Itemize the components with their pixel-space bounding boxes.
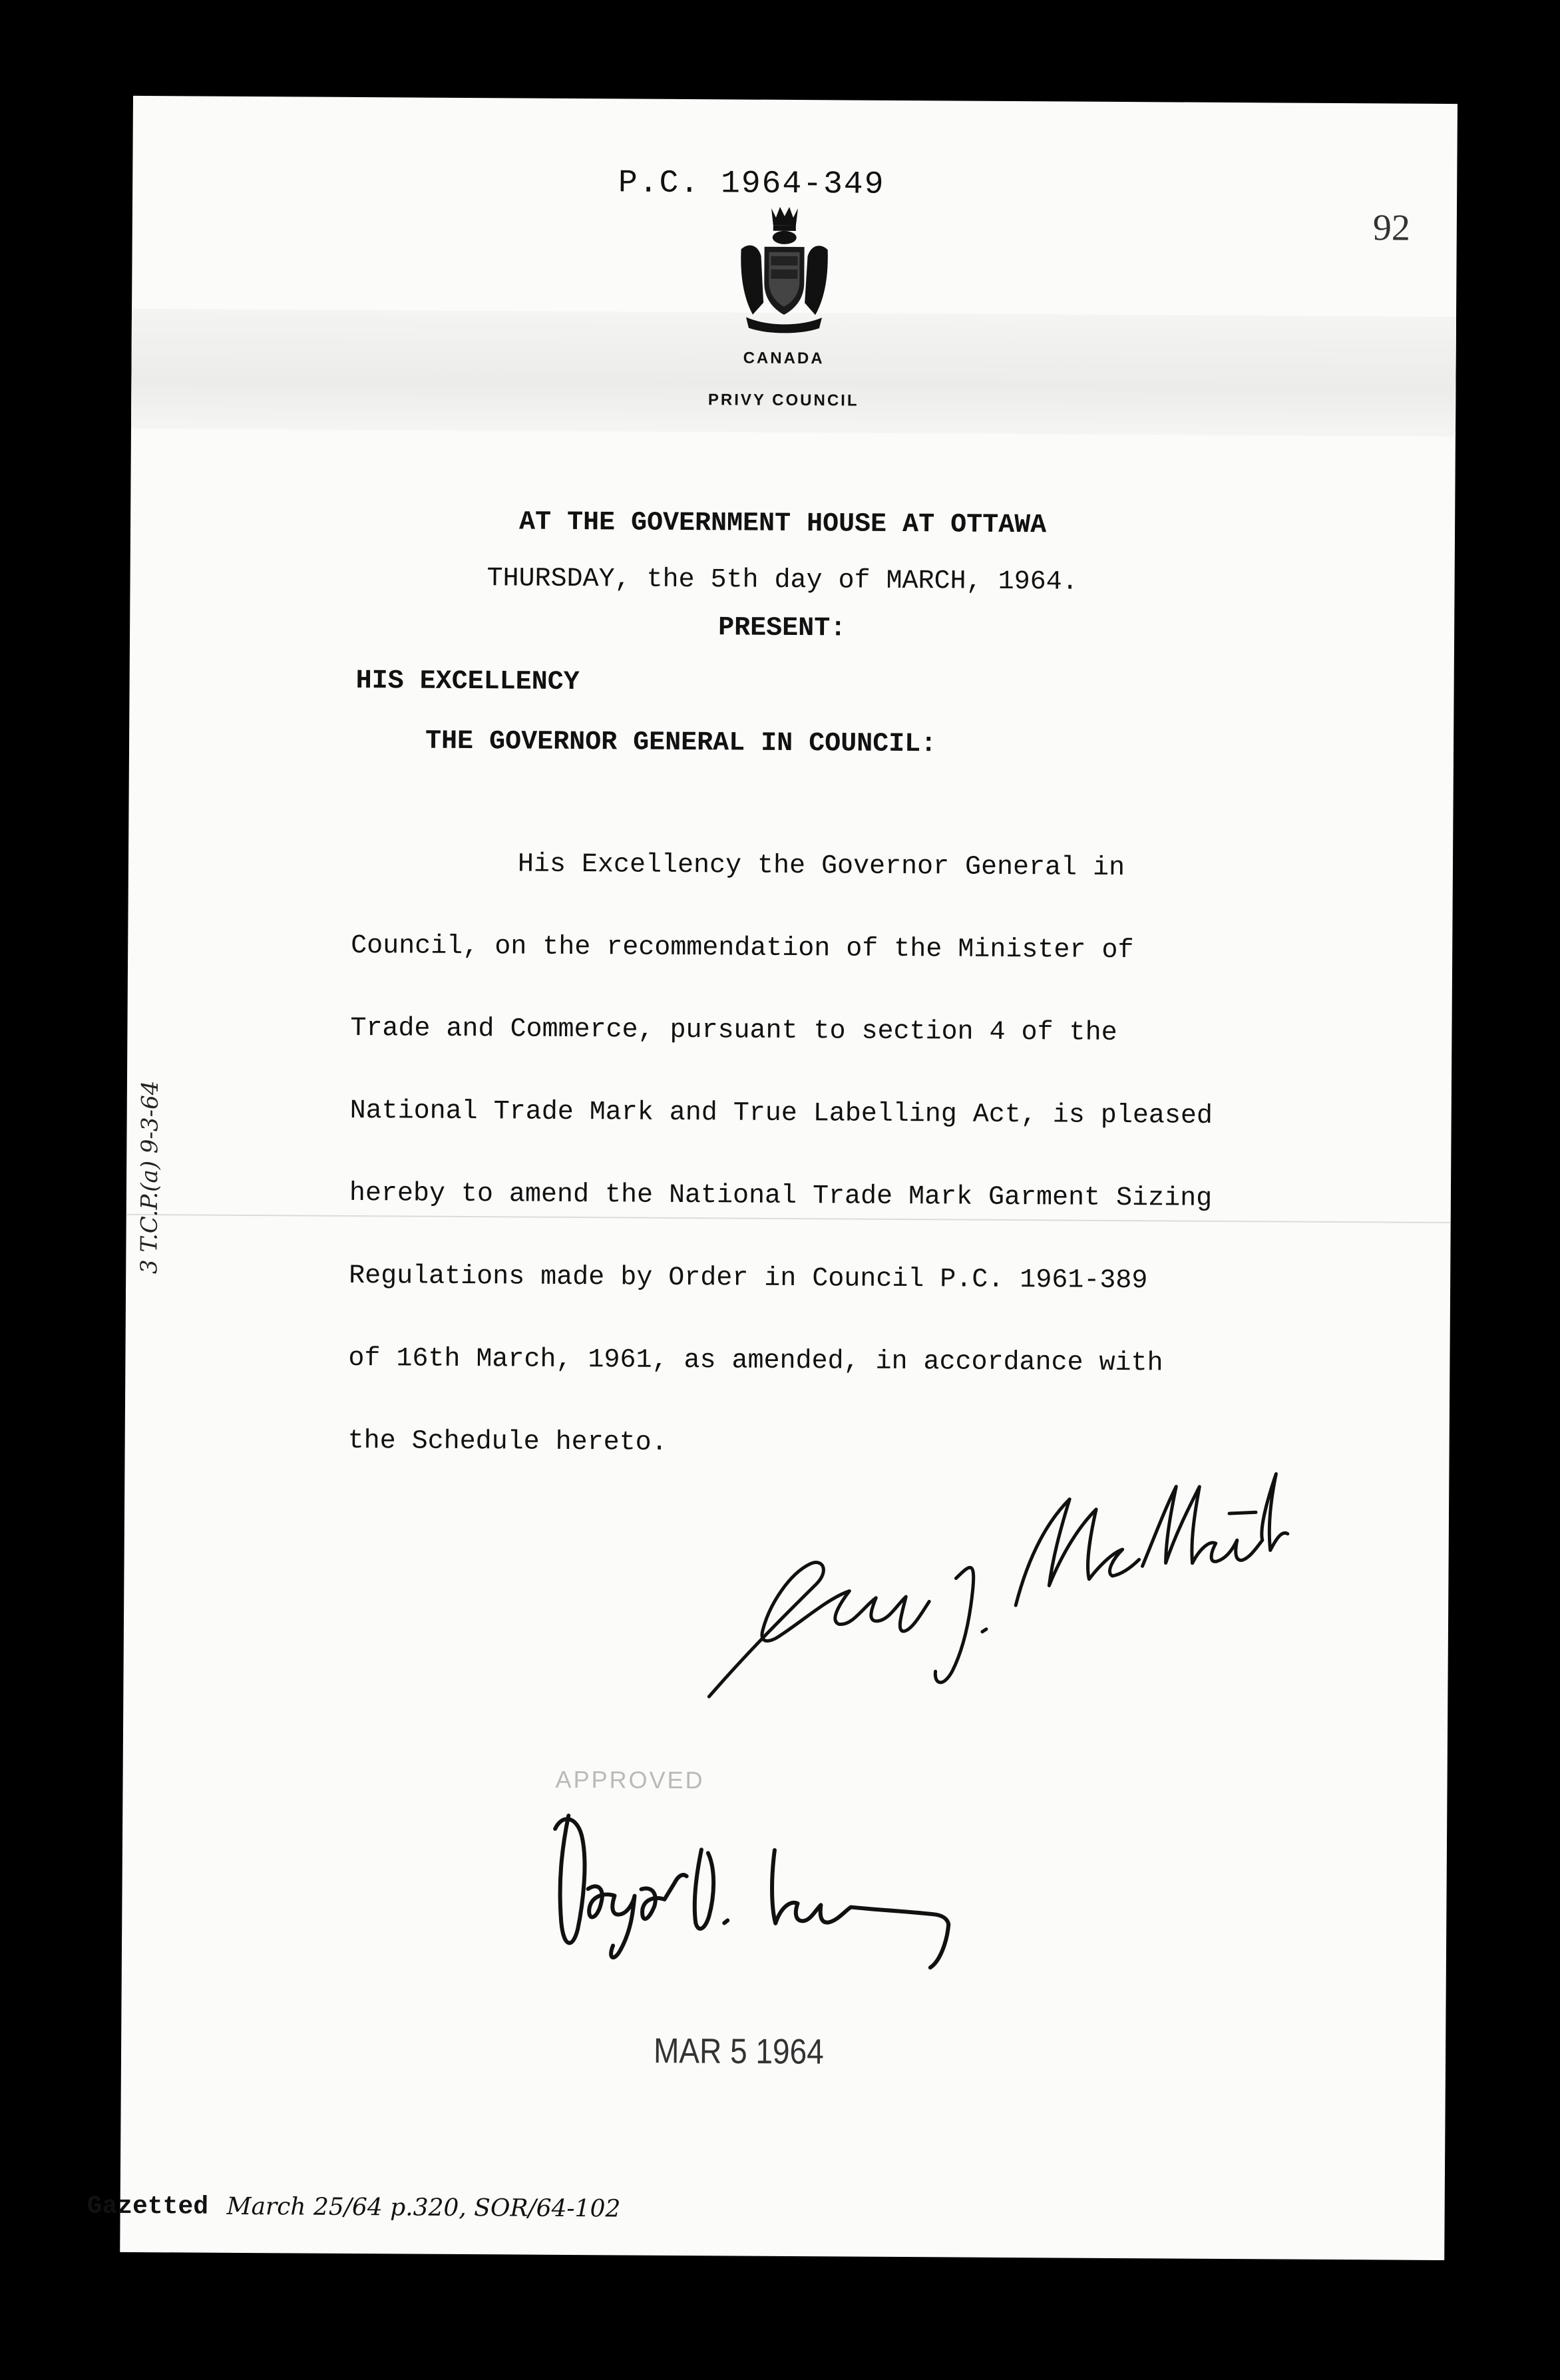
body-line: National Trade Mark and True Labelling Act, is pleased bbox=[349, 1095, 1213, 1131]
margin-note bbox=[130, 961, 172, 1281]
svg-text:3 T.C.P.(a) 9-3-64: 3 T.C.P.(a) 9-3-64 bbox=[136, 1080, 164, 1275]
date-stamp: MAR 5 1964 bbox=[653, 2030, 824, 2072]
body-line: of 16th March, 1961, as amended, in accordance with bbox=[348, 1343, 1163, 1379]
document-page bbox=[87, 96, 1458, 2260]
present-heading: PRESENT: bbox=[717, 613, 847, 644]
country-label: CANADA bbox=[743, 349, 825, 368]
gazetted-label: Gazetted bbox=[87, 2192, 209, 2222]
body-line: His Excellency the Governor General in bbox=[517, 849, 1125, 884]
his-excellency: HIS EXCELLENCY bbox=[355, 666, 580, 698]
governor-general-in-council: THE GOVERNOR GENERAL IN COUNCIL: bbox=[425, 726, 937, 760]
page-number: 92 bbox=[1372, 207, 1411, 249]
order-body bbox=[347, 823, 1336, 1489]
body-line: the Schedule hereto. bbox=[347, 1426, 668, 1458]
body-line: Council, on the recommendation of the Minister of bbox=[351, 930, 1134, 966]
order-number: P.C. 1964-349 bbox=[618, 165, 885, 203]
body-line: Trade and Commerce, pursuant to section 4 of the bbox=[350, 1013, 1117, 1048]
body-line: Regulations made by Order in Council P.C. 1961-389 bbox=[349, 1261, 1148, 1296]
royal-coat-of-arms-icon bbox=[734, 202, 835, 336]
approved-stamp: APPROVED bbox=[555, 1765, 705, 1794]
meeting-date: THURSDAY, the 5th day of MARCH, 1964. bbox=[487, 564, 1078, 598]
body-line: hereby to amend the National Trade Mark Garment Sizing bbox=[349, 1178, 1213, 1214]
gazetted-note: March 25/64 p.320, SOR/64-102 bbox=[226, 2192, 621, 2223]
meeting-location: AT THE GOVERNMENT HOUSE AT OTTAWA bbox=[518, 507, 1047, 541]
clerk-signature bbox=[695, 1430, 1296, 1713]
approver-signature bbox=[541, 1789, 1008, 1978]
privy-council-label: PRIVY COUNCIL bbox=[707, 391, 859, 410]
